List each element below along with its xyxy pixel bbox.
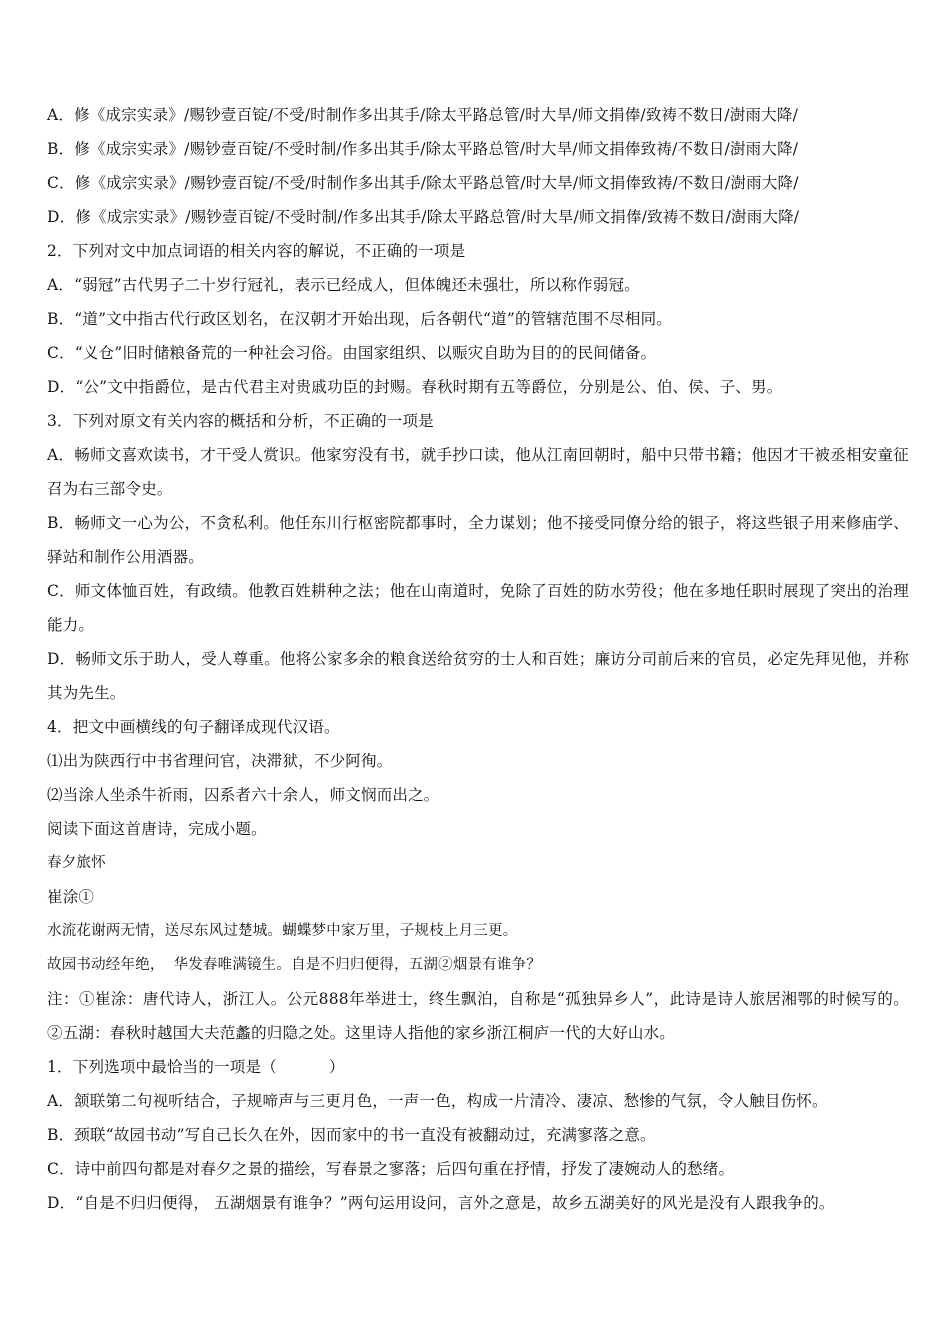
- p1-option-c: C．诗中前四句都是对春夕之景的描绘，写春景之寥落；后四句重在抒情，抒发了凄婉动人的愁绪。: [47, 1160, 735, 1178]
- p1-stem-suffix: ）: [328, 1058, 345, 1076]
- p1-option-a: A．颔联第二句视听结合，子规啼声与三更月色，一声一色，构成一片清冷、凄凉、愁惨的气氛，令人触目伤怀。: [47, 1092, 828, 1110]
- q2-option-b: B．“道”文中指古代行政区划名，在汉朝才开始出现，后各朝代“道”的管辖范围不尽相同。: [47, 310, 672, 328]
- poem-line-1: 水流花谢两无情，送尽东风过楚城。蝴蝶梦中家万里，子规枝上月三更。: [47, 923, 518, 939]
- q1-option-d: D．修《成宗实录》/赐钞壹百锭/不受时制/作多出其手/除太平路总管/时大旱/师文捐俸/致祷不数日/澍雨大降/: [47, 208, 800, 226]
- q2-option-a: A．“弱冠”古代男子二十岁行冠礼，表示已经成人，但体魄还未强壮，所以称作弱冠。: [47, 276, 640, 294]
- q3-stem: 3．下列对原文有关内容的概括和分析，不正确的一项是: [47, 412, 434, 430]
- q2-option-d: D．“公”文中指爵位，是古代君主对贵戚功臣的封赐。春秋时期有五等爵位，分别是公、伯、侯、子、男。: [47, 378, 783, 396]
- poem-line-2: 故园书动经年绝， 华发春唯满镜生。自是不归归便得，五湖②烟景有谁争？: [47, 957, 542, 973]
- p1-stem-prefix: 1．下列选项中最恰当的一项是（: [47, 1058, 277, 1076]
- p1-option-b: B．颈联“故园书动”写自己长久在外，因而家中的书一直没有被翻动过，充满寥落之意。: [47, 1126, 656, 1144]
- poem-intro: 阅读下面这首唐诗，完成小题。: [47, 820, 267, 838]
- poem-title: 春夕旅怀: [47, 855, 106, 871]
- q2-option-c: C．“义仓”旧时储粮备荒的一种社会习俗。由国家组织、以赈灾自助为目的的民间储备。: [47, 344, 657, 362]
- document-page: [47, 98, 909, 1220]
- poem-note: 注：①崔涂：唐代诗人，浙江人。公元888年举进士，终生飘泊，自称是“孤独异乡人”，此诗是诗人旅居湘鄂的时候写的。②五湖：春秋时越国大夫范蠡的归隐之处。这里诗人指他的家乡浙江桐庐一代的大好山水。: [47, 990, 909, 1042]
- q4-item-1: ⑴出为陕西行中书省理问官，决滞狱，不少阿徇。: [47, 752, 393, 770]
- q3-option-c: C．师文体恤百姓，有政绩。他教百姓耕种之法；他在山南道时，免除了百姓的防水劳役；他在多地任职时展现了突出的治理能力。: [47, 582, 909, 634]
- q3-option-d: D．畅师文乐于助人，受人尊重。他将公家多余的粮食送给贫穷的士人和百姓；廉访分司前后来的官员，必定先拜见他，并称其为先生。: [47, 650, 909, 702]
- q4-item-2: ⑵当涂人坐杀牛祈雨，囚系者六十余人，师文悯而出之。: [47, 786, 440, 804]
- p1-stem: [47, 1050, 909, 1084]
- q3-option-b: B．畅师文一心为公，不贪私利。他任东川行枢密院都事时，全力谋划；他不接受同僚分给的银子，将这些银子用来修庙学、驿站和制作公用酒器。: [47, 514, 909, 566]
- q1-option-a: A．修《成宗实录》/赐钞壹百锭/不受/时制作多出其手/除太平路总管/时大旱/师文捐俸/致祷不数日/澍雨大降/: [47, 106, 798, 124]
- q3-option-a: A．畅师文喜欢读书，才干受人赏识。他家穷没有书，就手抄口读，他从江南回朝时，船中只带书籍；他因才干被丞相安童征召为右三部令史。: [47, 446, 909, 498]
- q1-option-c: C．修《成宗实录》/赐钞壹百锭/不受/时制作多出其手/除太平路总管/时大旱/师文捐俸致祷/不数日/澍雨大降/: [47, 174, 799, 192]
- p1-option-d: D．“自是不归归便得， 五湖烟景有谁争？”两句运用设问，言外之意是，故乡五湖美好的风光是没有人跟我争的。: [47, 1194, 835, 1212]
- q2-stem: 2．下列对文中加点词语的相关内容的解说，不正确的一项是: [47, 242, 466, 260]
- q4-stem: 4．把文中画横线的句子翻译成现代汉语。: [47, 718, 340, 736]
- q1-option-b: B．修《成宗实录》/赐钞壹百锭/不受时制/作多出其手/除太平路总管/时大旱/师文捐俸致祷/不数日/澍雨大降/: [47, 140, 799, 158]
- poem-author: 崔涂①: [47, 888, 95, 906]
